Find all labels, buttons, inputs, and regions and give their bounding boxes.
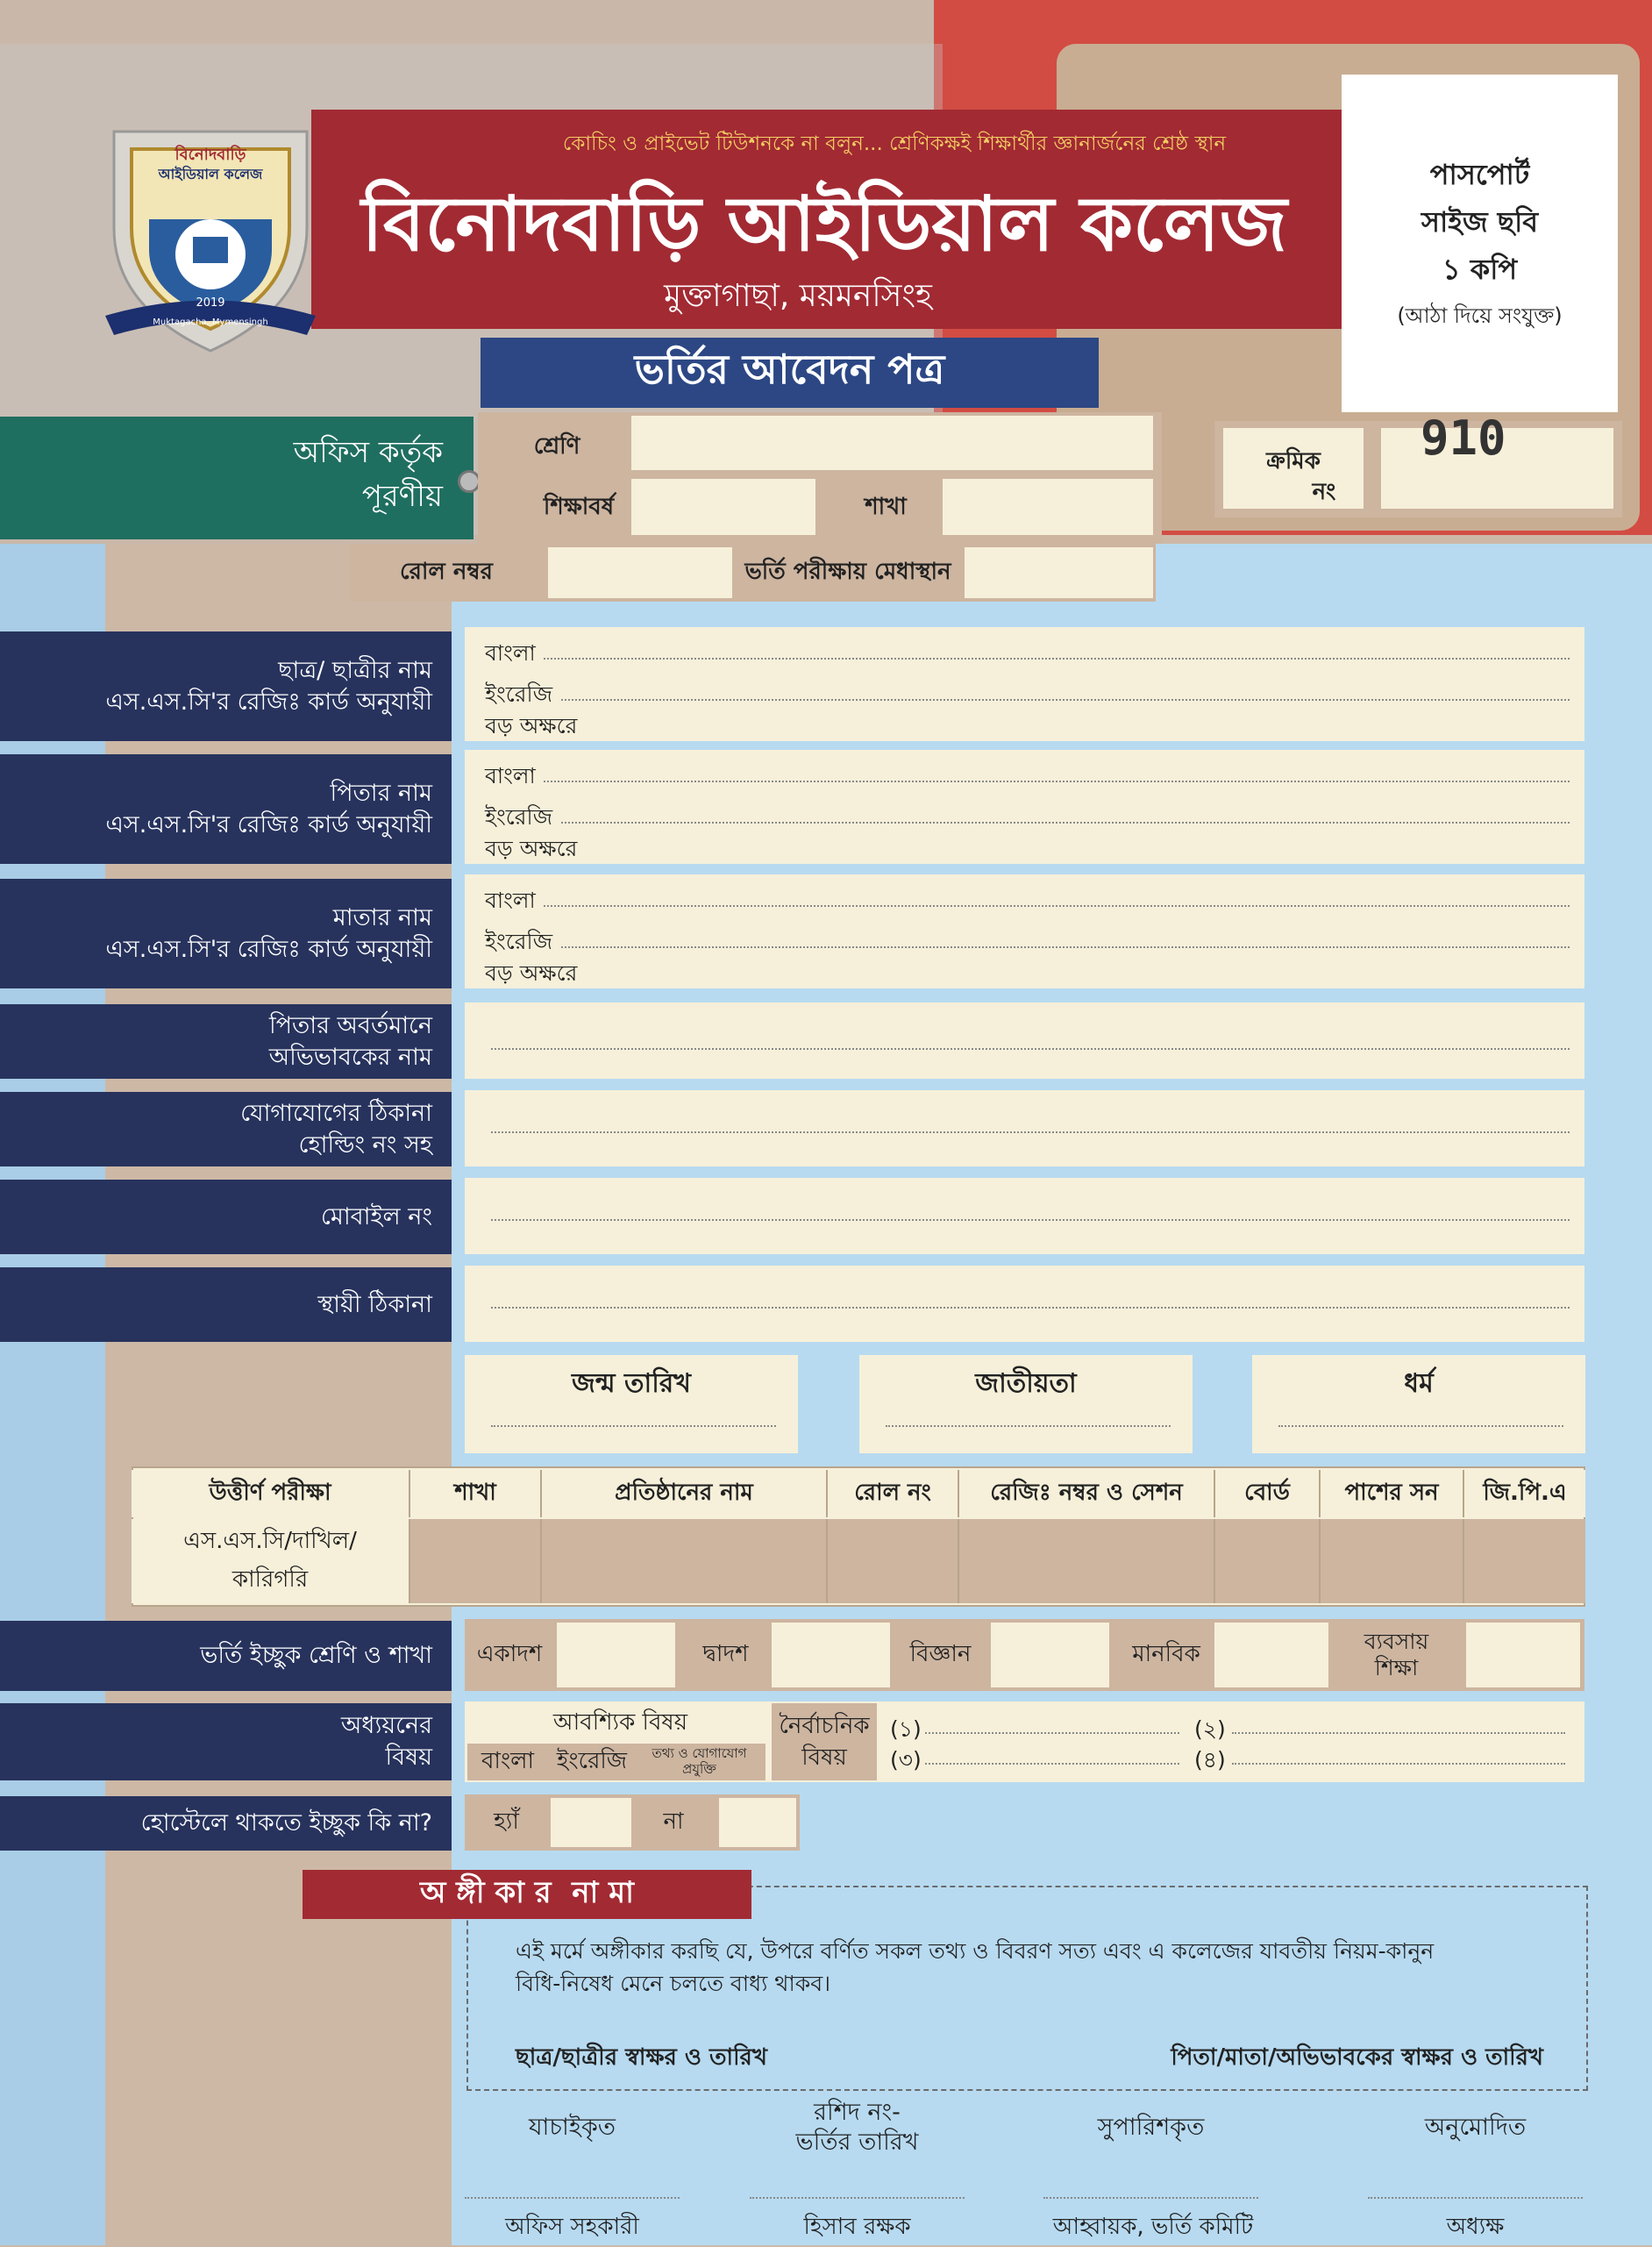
student-name-field[interactable] bbox=[465, 627, 1584, 741]
class-field[interactable] bbox=[631, 416, 1153, 470]
guardian-name-field[interactable] bbox=[465, 1002, 1584, 1079]
permanent-address-field[interactable] bbox=[465, 1266, 1584, 1342]
optional-4-line[interactable] bbox=[1232, 1763, 1565, 1765]
serial-label-line2: নং bbox=[1312, 479, 1336, 505]
logo-year: 2019 bbox=[196, 296, 225, 310]
exam-cell-group[interactable] bbox=[410, 1519, 542, 1603]
branch-field[interactable] bbox=[943, 479, 1153, 535]
exam-header-registration: রেজিঃ নম্বর ও সেশন bbox=[959, 1470, 1215, 1517]
hostel-yes-box[interactable] bbox=[551, 1798, 631, 1847]
college-name: বিনোদবাড়ি আইডিয়াল কলেজ bbox=[361, 180, 1287, 268]
session-label: শিক্ষাবর্ষ bbox=[543, 494, 615, 520]
contact-address-field[interactable] bbox=[465, 1090, 1584, 1166]
subject-ict-line2: প্রযুক্তি bbox=[682, 1761, 716, 1777]
footer-recommended: সুপারিশকৃত bbox=[1097, 2114, 1205, 2141]
optional-2-line[interactable] bbox=[1232, 1732, 1565, 1734]
college-logo bbox=[96, 96, 324, 360]
exam-cell-institution[interactable] bbox=[542, 1519, 828, 1603]
contact-address-line bbox=[491, 1131, 1570, 1133]
optional-3-line[interactable] bbox=[925, 1763, 1179, 1765]
footer-receipt-line1: রশিদ নং- bbox=[814, 2099, 901, 2126]
form-title: ভর্তির আবেদন পত্র bbox=[481, 338, 1099, 408]
student-name-line2: এস.এস.সি'র রেজিঃ কার্ড অনুযায়ী bbox=[105, 688, 432, 716]
mother-name-line2: এস.এস.সি'র রেজিঃ কার্ড অনুযায়ী bbox=[105, 935, 432, 963]
class-label: শ্রেণি bbox=[533, 433, 580, 460]
subjects-label bbox=[0, 1703, 452, 1780]
merit-field[interactable] bbox=[965, 547, 1153, 598]
student-name-english-line bbox=[561, 699, 1570, 701]
contact-address-label bbox=[0, 1092, 452, 1166]
option-humanities-box[interactable] bbox=[1214, 1623, 1328, 1687]
option-science: বিজ্ঞান bbox=[909, 1641, 972, 1667]
option-twelve: দ্বাদশ bbox=[702, 1641, 749, 1667]
exam-header-group: শাখা bbox=[410, 1470, 542, 1517]
guardian-name-line2: অভিভাবকের নাম bbox=[268, 1043, 432, 1071]
mobile-line bbox=[491, 1219, 1570, 1221]
religion-line bbox=[1278, 1425, 1563, 1427]
father-name-bangla-label: বাংলা bbox=[485, 763, 536, 788]
contact-address-line2: হোল্ডিং নং সহ bbox=[298, 1131, 432, 1159]
guardian-signature-label[interactable]: পিতা/মাতা/অভিভাবকের স্বাক্ষর ও তারিখ bbox=[1171, 2044, 1543, 2071]
father-name-english-line bbox=[561, 822, 1570, 824]
exam-header-board: বোর্ড bbox=[1215, 1470, 1321, 1517]
permanent-address-label bbox=[0, 1267, 452, 1342]
contact-address-line1: যোগাযোগের ঠিকানা bbox=[240, 1099, 432, 1127]
optional-1-line[interactable] bbox=[925, 1732, 1179, 1734]
optional-4-num: (৪) bbox=[1194, 1747, 1226, 1773]
office-label-line2: পূরণীয় bbox=[361, 479, 443, 514]
option-science-box[interactable] bbox=[991, 1623, 1109, 1687]
photo-box-line2: সাইজ ছবি bbox=[1421, 204, 1539, 239]
hostel-no-box[interactable] bbox=[719, 1798, 796, 1847]
logo-name-line1: বিনোদবাড়ি bbox=[174, 146, 246, 164]
exam-header-pass-year: পাশের সন bbox=[1321, 1470, 1464, 1517]
mother-name-bangla-label: বাংলা bbox=[485, 888, 536, 913]
hostel-no-label: না bbox=[663, 1808, 684, 1835]
subject-ict bbox=[636, 1745, 763, 1777]
mother-name-line1: মাতার নাম bbox=[332, 903, 432, 931]
pledge-text-line2: বিধি-নিষেধ মেনে চলতে বাধ্য থাকব। bbox=[516, 1971, 831, 1996]
father-name-line1: পিতার নাম bbox=[330, 779, 432, 807]
option-business-line2: শিক্ষা bbox=[1374, 1655, 1419, 1680]
mother-name-english-line bbox=[561, 946, 1570, 948]
dob-label: জন্ম তারিখ bbox=[572, 1368, 691, 1399]
photo-box[interactable] bbox=[1342, 75, 1618, 412]
subject-english: ইংরেজি bbox=[556, 1748, 628, 1774]
exam-header-institution: প্রতিষ্ঠানের নাম bbox=[542, 1470, 828, 1517]
optional-label-line2: বিষয় bbox=[801, 1744, 847, 1771]
sig-line-principal[interactable] bbox=[1368, 2197, 1583, 2199]
tagline: কোচিং ও প্রাইভেট টিউশনকে না বলুন... শ্রেণিকক্ষই শিক্ষার্থীর জ্ঞানার্জনের শ্রেষ্ঠ স্থান bbox=[562, 132, 1227, 155]
optional-1-num: (১) bbox=[890, 1716, 922, 1742]
exam-cell-gpa[interactable] bbox=[1464, 1519, 1585, 1603]
mother-name-label bbox=[0, 879, 452, 988]
photo-box-line1: পাসপোর্ট bbox=[1429, 157, 1530, 191]
optional-2-num: (২) bbox=[1194, 1716, 1226, 1742]
pledge-text-line1: এই মর্মে অঙ্গীকার করছি যে, উপরে বর্ণিত সকল তথ্য ও বিবরণ সত্য এবং এ কলেজের যাবতীয় নিয়ম-কানুন bbox=[516, 1938, 1435, 1964]
sig-line-office-assistant[interactable] bbox=[465, 2197, 680, 2199]
exam-cell-board[interactable] bbox=[1215, 1519, 1321, 1603]
serial-value: 910 bbox=[1421, 410, 1506, 466]
optional-label bbox=[772, 1710, 877, 1773]
dob-line bbox=[491, 1425, 776, 1427]
serial-label-line1: ক্রমিক bbox=[1266, 448, 1321, 474]
exam-cell-registration[interactable] bbox=[959, 1519, 1215, 1603]
father-name-label bbox=[0, 754, 452, 864]
admission-class-label bbox=[0, 1621, 452, 1691]
permanent-address-line bbox=[491, 1307, 1570, 1309]
footer-office-assistant: অফিস সহকারী bbox=[505, 2214, 639, 2240]
student-name-english-label: ইংরেজি bbox=[485, 681, 553, 707]
student-name-bangla-label: বাংলা bbox=[485, 640, 536, 666]
guardian-name-label bbox=[0, 1004, 452, 1079]
footer-convener: আহ্বায়ক, ভর্তি কমিটি bbox=[1052, 2214, 1254, 2240]
exam-cell-roll[interactable] bbox=[828, 1519, 959, 1603]
admission-class-text: ভর্তি ইচ্ছুক শ্রেণি ও শাখা bbox=[200, 1642, 432, 1669]
footer-receipt bbox=[750, 2098, 965, 2158]
roll-label: রোল নম্বর bbox=[400, 559, 493, 585]
religion-label: ধর্ম bbox=[1404, 1368, 1434, 1399]
mobile-line1: মোবাইল নং bbox=[320, 1202, 432, 1230]
footer-accountant: হিসাব রক্ষক bbox=[803, 2214, 911, 2240]
student-name-capital-label: বড় অক্ষরে bbox=[485, 713, 578, 738]
father-name-bangla-line bbox=[544, 781, 1570, 782]
branch-label: শাখা bbox=[865, 494, 907, 520]
mother-name-field[interactable] bbox=[465, 874, 1584, 988]
guardian-name-line1: পিতার অবর্তমানে bbox=[268, 1011, 432, 1039]
footer-principal: অধ্যক্ষ bbox=[1446, 2214, 1505, 2240]
option-eleven-box[interactable] bbox=[557, 1623, 675, 1687]
option-business-box[interactable] bbox=[1466, 1623, 1580, 1687]
pledge-title: অ ঙ্গী কা র না মা bbox=[303, 1870, 751, 1919]
sig-line-accountant[interactable] bbox=[750, 2197, 965, 2199]
father-name-capital-label: বড় অক্ষরে bbox=[485, 836, 578, 861]
footer-approved: অনুমোদিত bbox=[1424, 2114, 1527, 2141]
student-name-line1: ছাত্র/ ছাত্রীর নাম bbox=[278, 656, 432, 684]
option-business bbox=[1333, 1623, 1460, 1687]
office-label-line1: অফিস কর্তৃক bbox=[293, 435, 443, 470]
student-name-bangla-line bbox=[544, 658, 1570, 660]
father-name-field[interactable] bbox=[465, 750, 1584, 864]
roll-field[interactable] bbox=[548, 547, 732, 598]
exam-header-roll: রোল নং bbox=[828, 1470, 959, 1517]
college-location: মুক্তাগাছা, ময়মনসিংহ bbox=[664, 278, 932, 314]
hostel-label-text: হোস্টেলে থাকতে ইচ্ছুক কি না? bbox=[140, 1809, 432, 1837]
sig-line-convener[interactable] bbox=[1043, 2197, 1258, 2199]
option-eleven: একাদশ bbox=[476, 1641, 543, 1667]
logo-ribbon: Muktagacha, Mymensingh bbox=[153, 317, 268, 327]
photo-box-line4: (আঠা দিয়ে সংযুক্ত) bbox=[1397, 303, 1563, 328]
father-name-english-label: ইংরেজি bbox=[485, 804, 553, 830]
nationality-label: জাতীয়তা bbox=[975, 1368, 1077, 1399]
exam-row-label-line2: কারিগরি bbox=[231, 1566, 309, 1593]
mother-name-bangla-line bbox=[544, 905, 1570, 907]
hostel-label bbox=[0, 1796, 452, 1851]
hostel-yes-label: হ্যাঁ bbox=[494, 1808, 519, 1835]
exam-row-label bbox=[132, 1519, 410, 1603]
exam-cell-pass-year[interactable] bbox=[1321, 1519, 1464, 1603]
optional-3-num: (৩) bbox=[890, 1747, 922, 1773]
mobile-label bbox=[0, 1180, 452, 1254]
footer-receipt-line2: ভর্তির তারিখ bbox=[795, 2129, 919, 2156]
subjects-label-line2: বিষয় bbox=[385, 1744, 432, 1771]
exam-row-label-line1: এস.এস.সি/দাখিল/ bbox=[183, 1528, 357, 1554]
mother-name-english-label: ইংরেজি bbox=[485, 929, 553, 954]
exam-header-gpa: জি.পি.এ bbox=[1464, 1470, 1585, 1517]
mother-name-capital-label: বড় অক্ষরে bbox=[485, 960, 578, 986]
mobile-field[interactable] bbox=[465, 1178, 1584, 1254]
subject-bangla: বাংলা bbox=[481, 1748, 535, 1774]
father-name-line2: এস.এস.সি'র রেজিঃ কার্ড অনুযায়ী bbox=[105, 810, 432, 838]
permanent-address-line1: স্থায়ী ঠিকানা bbox=[317, 1290, 432, 1318]
subjects-label-line1: অধ্যয়নের bbox=[340, 1712, 432, 1739]
subject-ict-line1: তথ্য ও যোগাযোগ bbox=[652, 1745, 747, 1761]
student-signature-label[interactable]: ছাত্র/ছাত্রীর স্বাক্ষর ও তারিখ bbox=[516, 2044, 767, 2071]
guardian-name-line bbox=[491, 1048, 1570, 1050]
student-name-label bbox=[0, 631, 452, 741]
exam-header-passed-exam: উত্তীর্ণ পরীক্ষা bbox=[132, 1470, 410, 1517]
option-twelve-box[interactable] bbox=[772, 1623, 890, 1687]
option-humanities: মানবিক bbox=[1132, 1641, 1200, 1667]
option-business-line1: ব্যবসায় bbox=[1364, 1629, 1429, 1654]
session-field[interactable] bbox=[631, 479, 815, 535]
compulsory-label: আবশ্যিক বিষয় bbox=[552, 1709, 688, 1736]
footer-verified: যাচাইকৃত bbox=[529, 2114, 616, 2141]
optional-label-line1: নৈর্বাচনিক bbox=[779, 1713, 870, 1739]
logo-name-line2: আইডিয়াল কলেজ bbox=[158, 166, 263, 182]
merit-label: ভর্তি পরীক্ষায় মেধাস্থান bbox=[744, 559, 951, 585]
photo-box-line3: ১ কপি bbox=[1442, 252, 1518, 286]
nationality-line bbox=[886, 1425, 1171, 1427]
